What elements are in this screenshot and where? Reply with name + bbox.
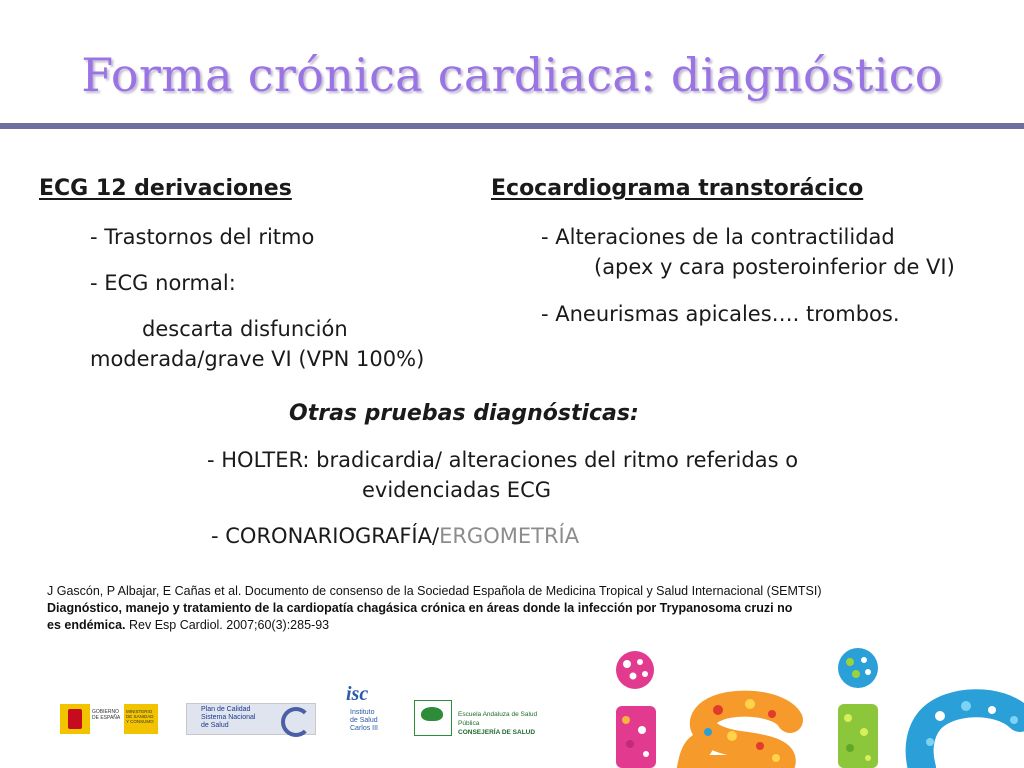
graphic-i1-dot bbox=[616, 651, 654, 689]
spain-emblem-icon bbox=[60, 704, 90, 734]
reference-line-2: Diagnóstico, manejo y tratamiento de la cardiopatía chagásica crónica en áreas donde la infección por Trypanosoma cruzi no bbox=[47, 601, 793, 615]
reference-line-3-bold: es endémica. bbox=[47, 618, 126, 632]
graphic-i2-dot bbox=[838, 648, 878, 688]
coro-prefix: - bbox=[211, 524, 226, 548]
coronariografia-line bbox=[211, 524, 579, 548]
reference-citation bbox=[47, 583, 1007, 634]
plan-calidad-c-icon bbox=[281, 707, 311, 737]
graphic-s bbox=[690, 699, 790, 768]
andalucia-line-1: Escuela Andaluza de Salud Pública bbox=[458, 711, 538, 727]
andalucia-shield-icon bbox=[414, 700, 452, 736]
plan-calidad-line-2: Sistema Nacional bbox=[201, 714, 256, 721]
echo-item-aneurismas: - Aneurismas apicales…. trombos. bbox=[541, 302, 900, 326]
isciii-line-2: de Salud bbox=[350, 717, 378, 724]
echo-item-contractilidad-1: - Alteraciones de la contractilidad bbox=[541, 225, 895, 249]
plan-calidad-logo bbox=[186, 703, 316, 735]
gobierno-espana-logo bbox=[60, 704, 158, 734]
reference-line-3 bbox=[47, 617, 1007, 634]
andalucia-line-2: CONSEJERÍA DE SALUD bbox=[458, 729, 536, 736]
ecg-item-normal-desc-2: moderada/grave VI (VPN 100%) bbox=[90, 347, 425, 371]
graphic-c bbox=[920, 701, 1020, 768]
holter-line-1: - HOLTER: bradicardia/ alteraciones del ritmo referidas o bbox=[207, 448, 799, 472]
reference-line-1: J Gascón, P Albajar, E Cañas et al. Documento de consenso de la Sociedad Española de Medicina Tropical y Salud Internacional (SEMTSI) bbox=[47, 584, 822, 598]
isciii-line-1: Instituto bbox=[350, 709, 375, 716]
ecg-heading: ECG 12 derivaciones bbox=[39, 176, 292, 201]
isciii-dotted-graphic bbox=[600, 640, 1024, 768]
ecg-item-normal: - ECG normal: bbox=[90, 271, 236, 295]
other-tests-heading: Otras pruebas diagnósticas: bbox=[289, 401, 639, 426]
reference-line-3-rest: Rev Esp Cardiol. 2007;60(3):285-93 bbox=[125, 618, 330, 632]
ecg-item-ritmo: - Trastornos del ritmo bbox=[90, 225, 315, 249]
title-divider bbox=[0, 123, 1024, 129]
junta-andalucia-logo bbox=[414, 700, 560, 736]
ecg-item-normal-desc-1: descarta disfunción bbox=[142, 317, 348, 341]
ergometria-text: ERGOMETRÍA bbox=[439, 524, 580, 548]
graphic-i2-stem bbox=[838, 704, 878, 768]
holter-line-2: evidenciadas ECG bbox=[362, 478, 552, 502]
isciii-logo bbox=[340, 683, 392, 753]
plan-calidad-line-3: de Salud bbox=[201, 722, 229, 729]
isciii-line-3: Carlos III bbox=[350, 725, 379, 732]
graphic-i1-stem bbox=[616, 706, 656, 768]
coronariografia-text: CORONARIOGRAFÍA/ bbox=[225, 524, 440, 548]
echo-item-contractilidad-2: (apex y cara posteroinferior de VI) bbox=[594, 255, 955, 279]
isciii-mark-icon: isc bbox=[346, 683, 369, 705]
echo-heading: Ecocardiograma transtorácico bbox=[491, 176, 864, 201]
ministerio-text: MINISTERIO DE SANIDAD Y CONSUMO bbox=[126, 709, 154, 724]
gobierno-text: GOBIERNO DE ESPAÑA bbox=[92, 709, 121, 721]
plan-calidad-line-1: Plan de Calidad bbox=[201, 706, 251, 713]
page-title: Forma crónica cardiaca: diagnóstico bbox=[81, 48, 943, 102]
